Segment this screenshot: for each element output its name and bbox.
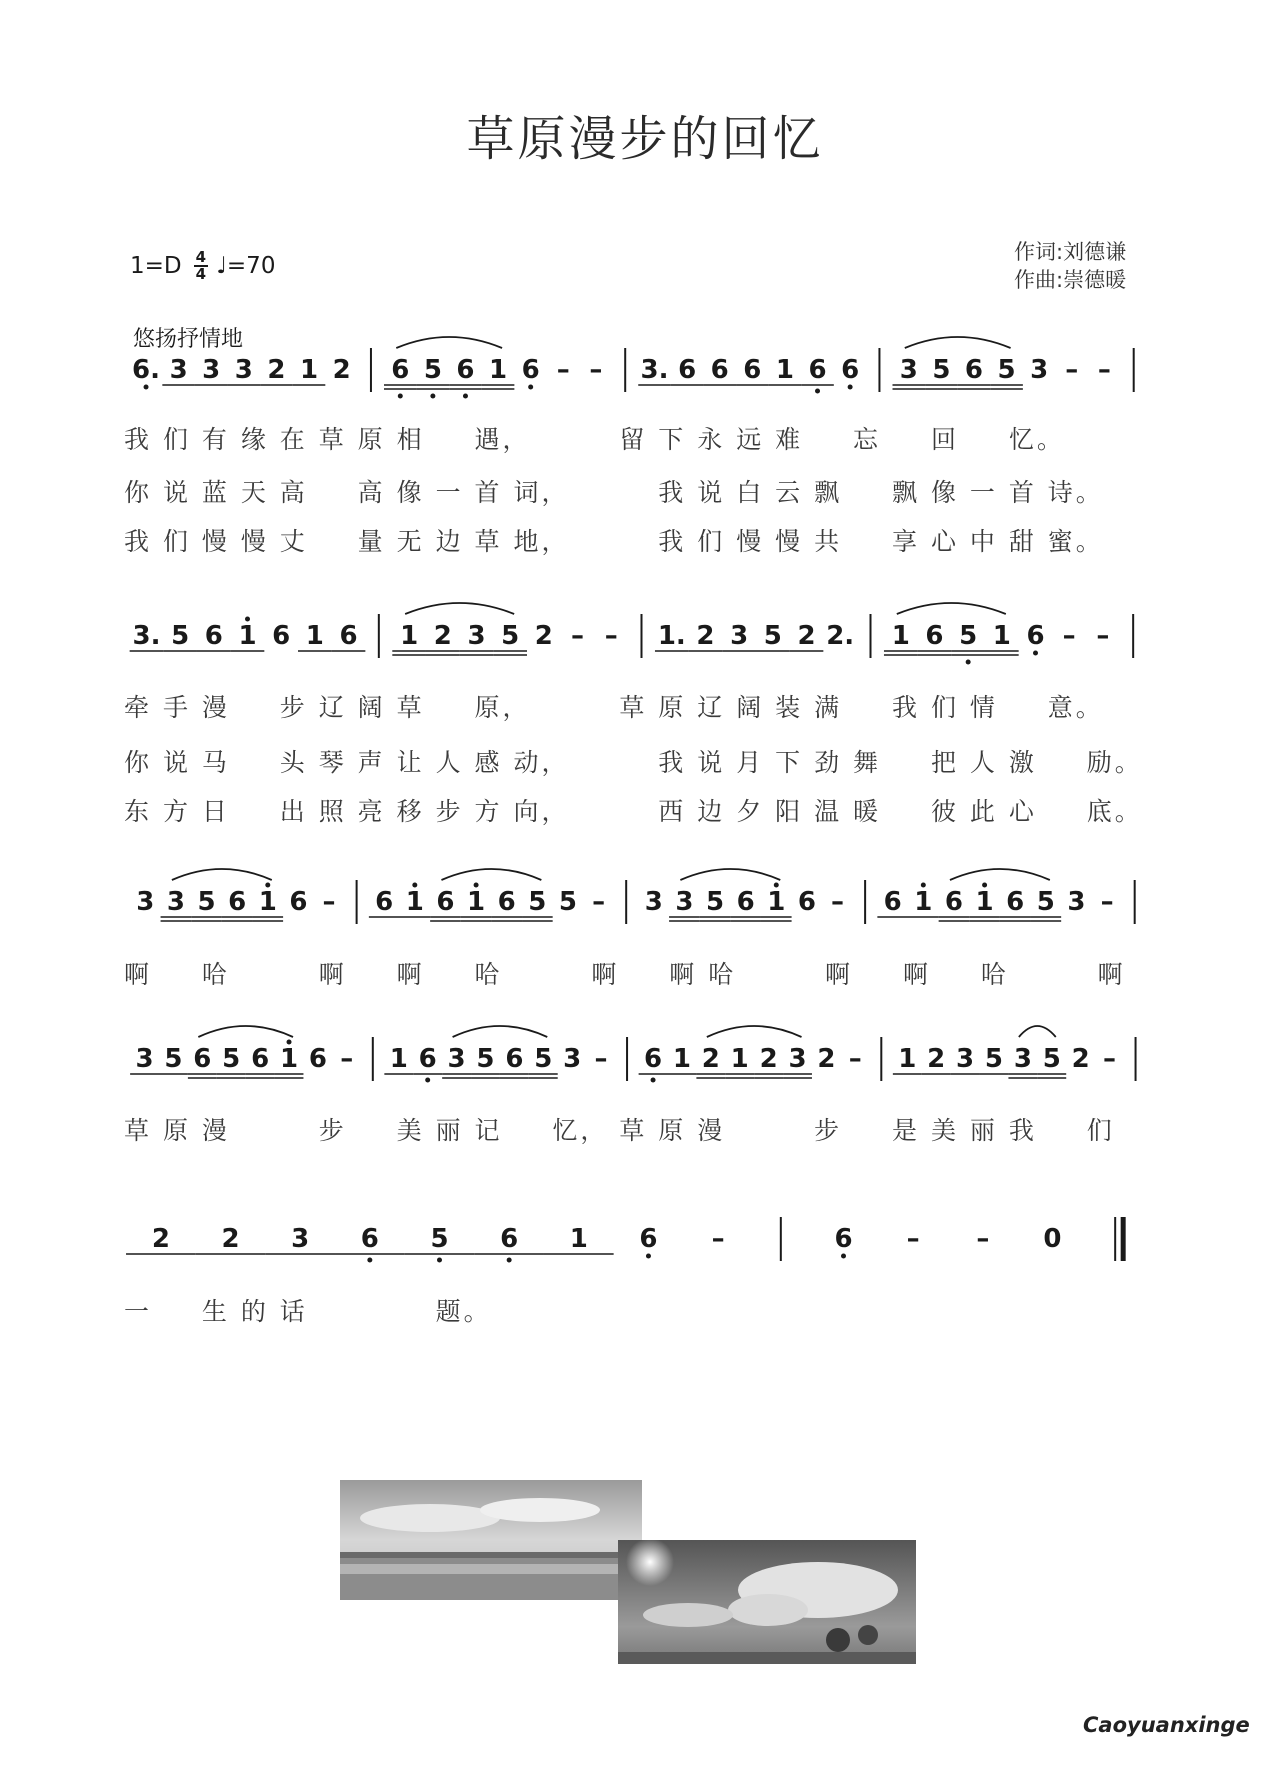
note: 5	[423, 355, 442, 385]
note: 3.	[132, 621, 161, 651]
note: 3	[291, 1224, 310, 1254]
expression-marking: 悠扬抒情地	[133, 327, 244, 352]
note: 6	[289, 887, 308, 917]
note: 2	[151, 1224, 170, 1254]
watermark: Caoyuanxinge	[1083, 1713, 1250, 1737]
note: 3	[675, 887, 694, 917]
note: 6	[1026, 621, 1045, 651]
octave-down-dot	[841, 1254, 846, 1259]
octave-down-dot	[815, 389, 820, 394]
note: 6	[834, 1224, 853, 1254]
octave-up-dot	[287, 1040, 292, 1045]
note: 6	[391, 355, 410, 385]
note: 6	[360, 1224, 379, 1254]
slur	[441, 869, 541, 880]
note: –	[594, 1044, 608, 1074]
note: 6	[644, 1044, 663, 1074]
note: 6	[251, 1044, 270, 1074]
note: 5	[932, 355, 951, 385]
slur	[680, 869, 780, 880]
note: 1	[305, 621, 324, 651]
note: 5	[763, 621, 782, 651]
note: 1	[975, 887, 994, 917]
note: 1	[914, 887, 933, 917]
note: –	[589, 355, 603, 385]
note: 1	[569, 1224, 588, 1254]
note: 1	[467, 887, 486, 917]
note: 1	[898, 1044, 917, 1074]
octave-down-dot	[437, 1258, 442, 1263]
time-top: 4	[195, 248, 207, 266]
note: 5	[959, 621, 978, 651]
octave-down-dot	[463, 394, 468, 399]
note: 1	[767, 887, 786, 917]
note: 3	[202, 355, 221, 385]
note: 2	[1071, 1044, 1090, 1074]
slur	[897, 603, 1006, 614]
note: 3	[563, 1044, 582, 1074]
note: –	[1100, 887, 1114, 917]
note: 1	[405, 887, 424, 917]
note: 6	[678, 355, 697, 385]
note: 6	[339, 621, 358, 651]
note: 1.	[657, 621, 686, 651]
note: 6	[1006, 887, 1025, 917]
note: 3	[730, 621, 749, 651]
note: –	[831, 887, 845, 917]
note: 5	[222, 1044, 241, 1074]
note: 2	[817, 1044, 836, 1074]
note: 2	[759, 1044, 778, 1074]
lyric-line: 我 们 慢 慢 丈 量 无 边 草 地， 我 们 慢 慢 共 享 心 中 甜 蜜。	[124, 527, 1104, 556]
note: 2	[534, 621, 553, 651]
note: 6	[308, 1044, 327, 1074]
slur	[453, 1026, 548, 1037]
note: –	[322, 887, 336, 917]
grassland-photo	[340, 1480, 642, 1600]
octave-up-dot	[412, 883, 417, 888]
note: 3	[956, 1044, 975, 1074]
tempo-marking: ♩=70	[216, 253, 276, 279]
song-title: 草原漫步的回忆	[466, 111, 824, 167]
note: 5	[705, 887, 725, 917]
note: 5	[197, 887, 216, 917]
key-label: 1=D	[130, 253, 182, 279]
note: –	[340, 1044, 354, 1074]
composer: 作曲:崇德暖	[1014, 268, 1127, 292]
note: 1	[489, 355, 508, 385]
octave-up-dot	[265, 883, 270, 888]
octave-up-dot	[245, 617, 250, 622]
octave-down-dot	[144, 385, 149, 390]
octave-up-dot	[474, 883, 479, 888]
note: –	[1062, 621, 1076, 651]
note: 3	[467, 621, 486, 651]
octave-down-dot	[528, 385, 533, 390]
note: 6	[883, 887, 902, 917]
note: –	[1097, 355, 1111, 385]
note: 5	[1042, 1044, 1061, 1074]
note: 2	[797, 621, 816, 651]
note: 2.	[826, 621, 855, 651]
octave-down-dot	[367, 1258, 372, 1263]
note: 0	[1043, 1224, 1062, 1254]
note: 5	[534, 1044, 553, 1074]
note: –	[604, 621, 618, 651]
note: 1	[258, 887, 277, 917]
note: 3	[1013, 1044, 1032, 1074]
note: 5	[171, 621, 190, 651]
octave-down-dot	[651, 1078, 656, 1083]
note: 1	[279, 1044, 299, 1074]
note: 1	[238, 621, 257, 651]
note: 3	[136, 887, 155, 917]
lyric-line: 东 方 日 出 照 亮 移 步 方 向， 西 边 夕 阳 温 暖 彼 此 心 底。	[124, 797, 1143, 826]
note: 3	[644, 887, 663, 917]
note: 1	[992, 621, 1011, 651]
lyric-line: 你 说 蓝 天 高 高 像 一 首 词， 我 说 白 云 飘 飘 像 一 首 诗。	[124, 478, 1104, 507]
note: 3.	[640, 355, 669, 385]
note: –	[556, 355, 570, 385]
note: 3	[1030, 355, 1049, 385]
octave-down-dot	[398, 394, 403, 399]
slur	[1019, 1026, 1056, 1037]
lyricist: 作词:刘德谦	[1014, 240, 1127, 264]
note: –	[1103, 1044, 1117, 1074]
octave-up-dot	[982, 883, 987, 888]
slur	[172, 869, 272, 880]
note: 5	[430, 1224, 449, 1254]
note: –	[1065, 355, 1079, 385]
note: 6.	[132, 355, 161, 385]
grassland-image	[340, 1480, 642, 1600]
note: 6	[228, 887, 247, 917]
note: 5	[164, 1044, 183, 1074]
time-bottom: 4	[195, 265, 207, 283]
note: 1	[400, 621, 419, 651]
note: 6	[808, 355, 827, 385]
note: 1	[775, 355, 794, 385]
note: 6	[521, 355, 540, 385]
note: 6	[375, 887, 394, 917]
octave-down-dot	[430, 394, 435, 399]
note: 1	[389, 1044, 408, 1074]
note: 5	[984, 1044, 1004, 1074]
note: 5	[528, 887, 547, 917]
lyric-line: 我 们 有 缘 在 草 原 相 遇， 留 下 永 远 难 忘 回 忆。	[124, 425, 1065, 454]
note: 6	[944, 887, 963, 917]
octave-down-dot	[1033, 651, 1038, 656]
note: 1	[672, 1044, 691, 1074]
note: 6	[204, 621, 223, 651]
octave-up-dot	[774, 883, 779, 888]
note: 2	[927, 1044, 946, 1074]
note: 5	[997, 355, 1016, 385]
note: 3	[899, 355, 918, 385]
note: 1	[299, 355, 319, 385]
note: 6	[456, 355, 475, 385]
note: 3	[447, 1044, 466, 1074]
slur	[950, 869, 1050, 880]
note: 5	[558, 887, 578, 917]
slur	[905, 337, 1011, 348]
octave-down-dot	[848, 385, 853, 390]
note: 2	[701, 1044, 720, 1074]
note: 6	[925, 621, 944, 651]
note: 5	[1036, 887, 1055, 917]
slur	[198, 1026, 293, 1037]
octave-down-dot	[425, 1078, 430, 1083]
note: 6	[497, 887, 516, 917]
note: 3	[169, 355, 188, 385]
note: 3	[234, 355, 253, 385]
note: 3	[166, 887, 185, 917]
octave-up-dot	[921, 883, 926, 888]
sunflower-image	[618, 1540, 916, 1664]
slur	[707, 1026, 802, 1037]
note: 1	[730, 1044, 749, 1074]
note: 6	[841, 355, 860, 385]
note: 6	[436, 887, 455, 917]
note: 2	[696, 621, 715, 651]
note: 6	[964, 355, 984, 385]
octave-down-dot	[646, 1254, 651, 1259]
note: –	[592, 887, 606, 917]
note: 5	[476, 1044, 495, 1074]
note: 6	[639, 1224, 658, 1254]
lyric-line: 一 生 的 话 题。	[124, 1297, 492, 1326]
note: 6	[743, 355, 762, 385]
note: 6	[500, 1224, 519, 1254]
note: 3	[135, 1044, 154, 1074]
note: 2	[221, 1224, 240, 1254]
slur	[396, 337, 502, 348]
note: 3	[1067, 887, 1086, 917]
octave-down-dot	[507, 1258, 512, 1263]
lyric-line: 草 原 漫 步 美 丽 记 忆， 草 原 漫 步 是 美 丽 我 们	[124, 1116, 1115, 1145]
note: 2	[332, 355, 351, 385]
note: 6	[193, 1044, 212, 1074]
note: 6	[736, 887, 755, 917]
note: 2	[267, 355, 286, 385]
note: –	[976, 1224, 990, 1254]
sunflower-photo	[618, 1540, 916, 1664]
note: 2	[433, 621, 452, 651]
note: 6	[418, 1044, 437, 1074]
note: 6	[272, 621, 291, 651]
lyric-line: 你 说 马 头 琴 声 让 人 感 动， 我 说 月 下 劲 舞 把 人 激 励。	[124, 748, 1143, 777]
note: –	[571, 621, 585, 651]
note: 6	[710, 355, 729, 385]
note: 6	[797, 887, 816, 917]
note: 6	[505, 1044, 524, 1074]
note: 5	[501, 621, 520, 651]
note: 3	[788, 1044, 807, 1074]
slur	[405, 603, 514, 614]
lyric-line: 啊 哈 啊 啊 哈 啊 啊 哈 啊 啊 哈 啊	[124, 960, 1126, 989]
note: 1	[891, 621, 910, 651]
note: –	[1096, 621, 1110, 651]
lyric-line: 牵 手 漫 步 辽 阔 草 原， 草 原 辽 阔 装 满 我 们 情 意。	[124, 693, 1104, 722]
note: –	[711, 1224, 725, 1254]
note: –	[906, 1224, 920, 1254]
note: –	[848, 1044, 862, 1074]
octave-down-dot	[966, 660, 971, 665]
